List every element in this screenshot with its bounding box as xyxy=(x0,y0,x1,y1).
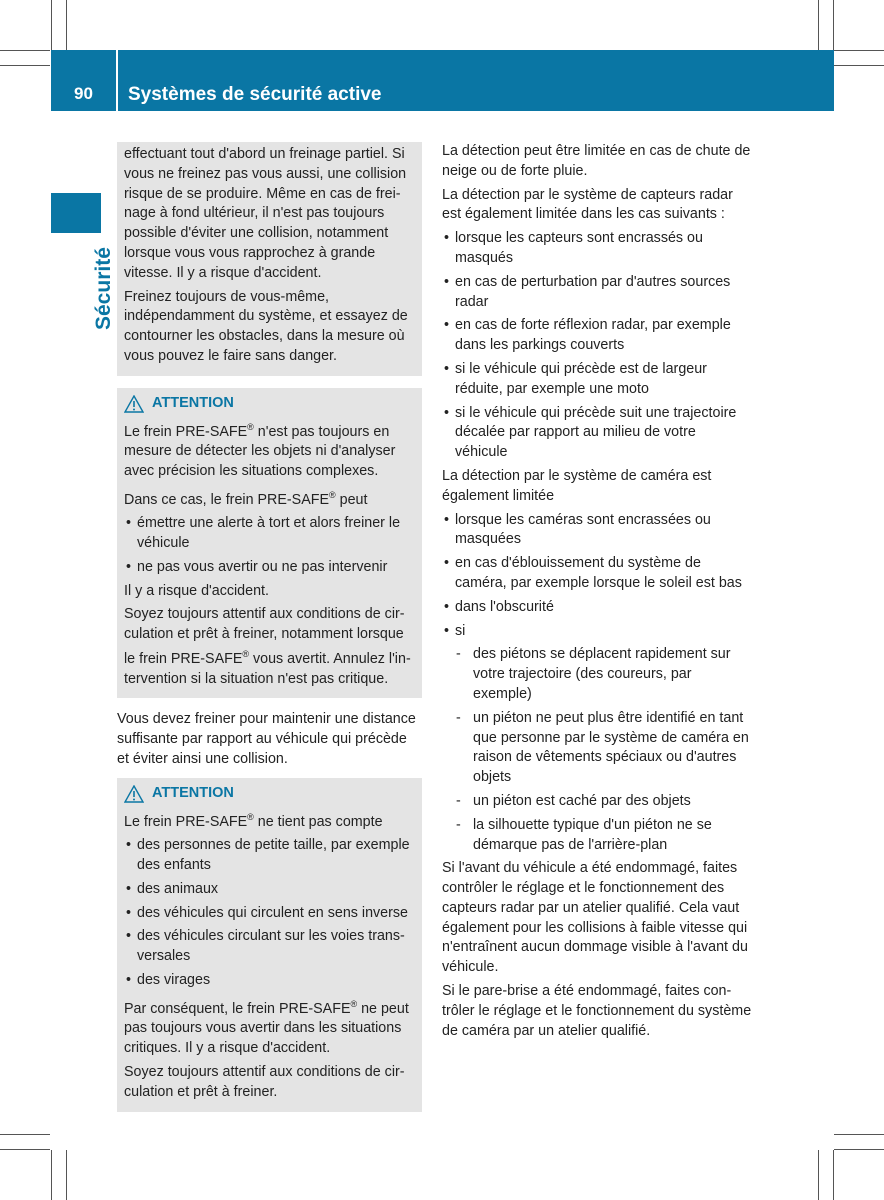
paragraph: Si le pare-brise a été endommagé, faites contrôler le réglage et le fonctionnement du système de caméra par un atelier qualifié. xyxy=(442,983,752,1039)
page-number: 90 xyxy=(74,84,93,103)
list-item: • si xyxy=(442,622,752,642)
crop-mark xyxy=(66,0,67,50)
crop-mark xyxy=(833,1150,834,1200)
paragraph: Si l'avant du véhicule a été endommagé, faites contrôler le réglage et le fonctionnement des capteurs radar par un atelier qualifié. Cela vaut également pour les collisions à faible vitesse qui n'entraînent aucun dommage visible à l'avant du véhicule. xyxy=(442,860,748,976)
section-label: Sécurité xyxy=(92,247,115,330)
crop-mark xyxy=(0,1149,50,1150)
list-item: - des piétons se déplacent rapidement sur votre trajectoire (des coureurs, par exemple) xyxy=(442,645,752,704)
crop-mark xyxy=(0,1134,50,1135)
list-item: • dans l'obscurité xyxy=(442,598,752,618)
paragraph: Il y a risque d'accident. xyxy=(124,582,269,599)
list-item: - un piéton est caché par des objets xyxy=(442,792,752,812)
left-column xyxy=(117,142,422,1124)
list-item: - un piéton ne peut plus être identifié en tant que personne par le système de caméra en raison de vêtements spéciaux ou d'autres objets xyxy=(442,709,752,788)
crop-mark xyxy=(51,1150,52,1200)
crop-mark xyxy=(834,1134,884,1135)
paragraph: Freinez toujours de vous-même, indépendamment du système, et essayez de contourner les obstacles, dans la mesure où vous pouvez le faire sans danger. xyxy=(124,288,408,364)
crop-mark xyxy=(0,50,50,51)
list-item: • des animaux xyxy=(124,880,416,900)
list-item: • en cas d'éblouissement du système de caméra, par exemple lorsque le soleil est bas xyxy=(442,554,752,594)
section-tab xyxy=(51,193,101,233)
paragraph: Par conséquent, le frein PRE-SAFE® ne peut pas toujours vous avertir dans les situations critiques. Il y a risque d'accident. xyxy=(124,998,409,1057)
crop-mark xyxy=(66,1150,67,1200)
crop-mark xyxy=(834,1149,884,1150)
list-item: • des véhicules qui circulent en sens inverse xyxy=(124,904,416,924)
list-item: • des personnes de petite taille, par exemple des enfants xyxy=(124,836,416,876)
attention-box xyxy=(117,388,422,699)
paragraph: effectuant tout d'abord un freinage partiel. Si vous ne freinez pas vous aussi, une collision risque de se produire. Même en cas de freinage à fond ultérieur, il n'est pas toujours possible d'éviter une collision, notamment lorsque vous vous rapprochez à grande vitesse. Il y a risque d'accident. xyxy=(124,146,407,281)
paragraph: La détection peut être limitée en cas de chute de neige ou de forte pluie. xyxy=(442,143,751,179)
crop-mark xyxy=(818,1150,819,1200)
paragraph: Le frein PRE-SAFE® n'est pas toujours en mesure de détecter les objets ni d'analyser avec précision les situations complexes. xyxy=(124,421,396,479)
warning-continuation-box xyxy=(117,142,422,376)
warning-triangle-icon xyxy=(124,395,144,413)
crop-mark xyxy=(0,65,50,66)
crop-mark xyxy=(51,0,52,50)
list-item: - la silhouette typique d'un piéton ne se démarque pas de l'arrière-plan xyxy=(442,816,752,856)
paragraph: La détection par le système de caméra est également limitée xyxy=(442,467,712,504)
paragraph: La détection par le système de capteurs radar est également limitée dans les cas suivants : xyxy=(442,186,733,223)
pedestrian-sublist xyxy=(442,645,752,855)
page-title: Systèmes de sécurité active xyxy=(128,84,382,105)
paragraph: Soyez toujours attentif aux conditions de circulation et prêt à freiner. xyxy=(124,1063,405,1100)
attention-heading: ATTENTION xyxy=(152,784,234,801)
paragraph: Dans ce cas, le frein PRE-SAFE® peut xyxy=(124,489,368,508)
warning-triangle-icon xyxy=(124,785,144,803)
list-item: • des virages xyxy=(124,971,416,991)
attention-box xyxy=(117,778,422,1112)
paragraph: Vous devez freiner pour maintenir une distance suffisante par rapport au véhicule qui précède et éviter ainsi une collision. xyxy=(117,711,416,768)
crop-mark xyxy=(833,0,834,50)
crop-mark xyxy=(818,0,819,50)
list-item: • ne pas vous avertir ou ne pas intervenir xyxy=(124,558,416,578)
bullet-list xyxy=(124,836,416,991)
list-item: • lorsque les caméras sont encrassées ou masquées xyxy=(442,511,752,551)
paragraph: Soyez toujours attentif aux conditions de circulation et prêt à freiner, notamment lorsque le frein PRE-SAFE® vous avertit. Annulez l'intervention si la situation n'est pas critique. xyxy=(124,606,411,687)
list-item: • des véhicules circulant sur les voies transversales xyxy=(124,927,416,967)
crop-mark xyxy=(834,65,884,66)
list-item: • émettre une alerte à tort et alors freiner le véhicule xyxy=(124,514,416,554)
camera-limitations-list xyxy=(442,511,752,642)
bullet-list xyxy=(124,514,416,577)
crop-mark xyxy=(834,50,884,51)
right-column xyxy=(442,142,752,1045)
list-item: • en cas de forte réflexion radar, par exemple dans les parkings couverts xyxy=(442,316,752,356)
header-divider xyxy=(116,50,118,111)
list-item: • si le véhicule qui précède suit une trajectoire décalée par rapport au milieu de votre véhicule xyxy=(442,404,752,463)
list-item: • si le véhicule qui précède est de largeur réduite, par exemple une moto xyxy=(442,360,752,400)
list-item: • lorsque les capteurs sont encrassés ou masqués xyxy=(442,229,752,269)
attention-heading: ATTENTION xyxy=(152,394,234,411)
radar-limitations-list xyxy=(442,229,752,463)
list-item: • en cas de perturbation par d'autres sources radar xyxy=(442,273,752,313)
paragraph: Le frein PRE-SAFE® ne tient pas compte xyxy=(124,811,383,830)
